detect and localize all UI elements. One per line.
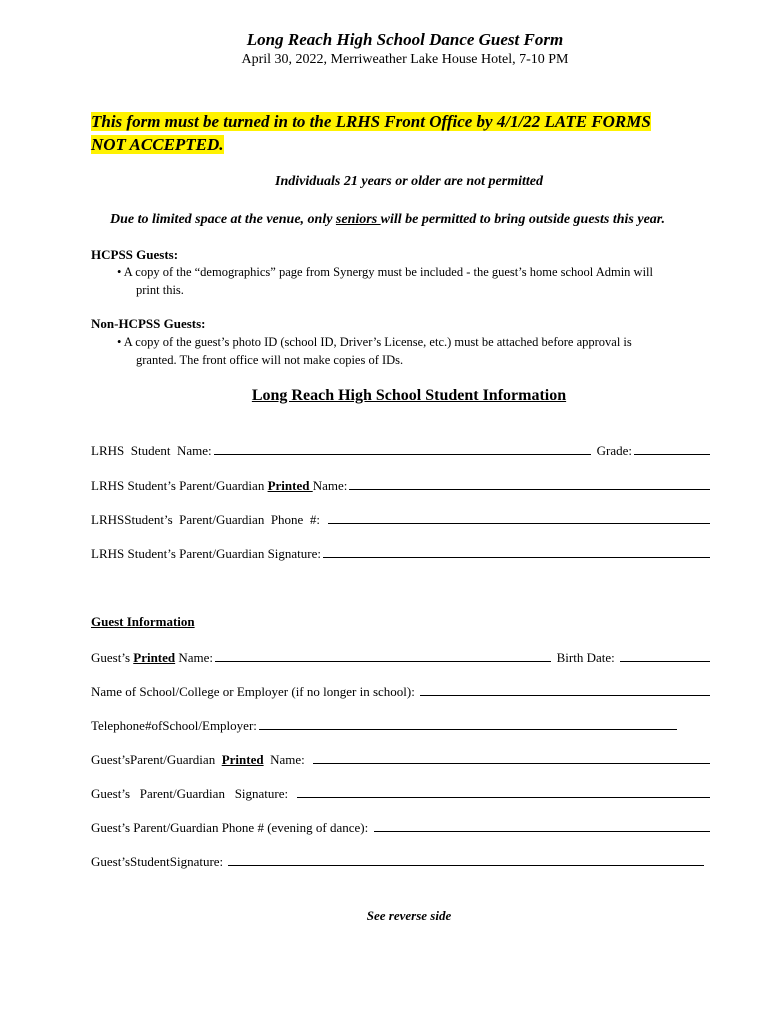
guest-name-label-pre: Guest’s	[91, 650, 134, 665]
parent-signature-row	[91, 546, 712, 562]
parent-signature-label: LRHS Student’s Parent/Guardian Signature:	[91, 546, 322, 561]
parent-name-row	[91, 478, 712, 494]
parent-signature-field[interactable]	[323, 546, 710, 558]
guest-parent-phone-field[interactable]	[374, 820, 710, 832]
guest-parent-signature-field[interactable]	[297, 786, 710, 798]
telephone-field[interactable]	[259, 718, 677, 730]
guest-parent-phone-row	[91, 820, 712, 836]
school-employer-label: Name of School/College or Employer (if no longer in school):	[91, 684, 419, 699]
school-employer-row	[91, 684, 712, 700]
see-reverse-note: See reverse side	[366, 908, 452, 923]
guest-parent-name-label-post: Name:	[263, 752, 312, 767]
parent-name-label-post: Name:	[312, 478, 348, 493]
non-hcpss-bullet-line1: • A copy of the guest’s photo ID (school ID, Driver’s License, etc.) must be attached before approval is	[117, 335, 632, 349]
parent-phone-row	[91, 512, 712, 528]
seniors-only-notice	[110, 212, 665, 228]
student-info-heading: Long Reach High School Student Information	[251, 387, 567, 404]
school-employer-field[interactable]	[420, 684, 710, 696]
seniors-notice-before: Due to limited space at the venue, only	[110, 212, 336, 227]
student-name-row	[91, 443, 712, 459]
parent-name-field[interactable]	[349, 478, 710, 490]
guest-name-label-emph: Printed	[133, 650, 176, 665]
guest-parent-name-row	[91, 752, 712, 768]
student-name-field[interactable]	[214, 443, 592, 455]
hcpss-bullet-line1: • A copy of the “demographics” page from Synergy must be included - the guest’s home school Admin will	[117, 265, 653, 279]
seniors-notice-after: will be permitted to bring outside guests this year.	[380, 212, 665, 227]
guest-parent-phone-label: Guest’s Parent/Guardian Phone # (evening of dance):	[91, 820, 372, 835]
deadline-notice-line2: NOT ACCEPTED.	[91, 135, 224, 154]
guest-name-row	[91, 650, 712, 666]
age-restriction: Individuals 21 years or older are not permitted	[275, 174, 543, 189]
guest-parent-name-label-emph: Printed	[221, 752, 264, 767]
guest-student-signature-row	[91, 854, 706, 870]
parent-name-label-pre: LRHS Student’s Parent/Guardian	[91, 478, 268, 493]
parent-phone-label: LRHSStudent’s Parent/Guardian Phone #:	[91, 512, 327, 527]
seniors-notice-emphasis: seniors	[335, 212, 381, 227]
non-hcpss-label: Non-HCPSS Guests:	[91, 316, 206, 331]
guest-info-heading: Guest Information	[91, 614, 195, 629]
hcpss-bullet-line2: print this.	[136, 283, 184, 297]
hcpss-label: HCPSS Guests:	[91, 247, 179, 262]
parent-name-label-emph: Printed	[267, 478, 313, 493]
guest-student-signature-field[interactable]	[228, 854, 704, 866]
guest-name-label-post: Name:	[175, 650, 214, 665]
birth-date-label: Birth Date:	[553, 650, 618, 665]
guest-parent-signature-row	[91, 786, 712, 802]
guest-name-field[interactable]	[215, 650, 551, 662]
non-hcpss-bullet-line2: granted. The front office will not make copies of IDs.	[136, 353, 404, 367]
deadline-notice-line1: This form must be turned in to the LRHS Front Office by 4/1/22 LATE FORMS	[91, 112, 651, 131]
birth-date-field[interactable]	[620, 650, 710, 662]
event-details: April 30, 2022, Merriweather Lake House Hotel, 7-10 PM	[241, 52, 569, 67]
guest-parent-signature-label: Guest’s Parent/Guardian Signature:	[91, 786, 295, 801]
parent-phone-field[interactable]	[328, 512, 710, 524]
guest-parent-name-label-pre: Guest’sParent/Guardian	[91, 752, 222, 767]
telephone-row	[91, 718, 679, 734]
grade-field[interactable]	[634, 443, 710, 455]
student-name-label: LRHS Student Name:	[91, 443, 212, 458]
guest-parent-name-field[interactable]	[313, 752, 710, 764]
deadline-notice	[91, 110, 691, 156]
grade-label: Grade:	[593, 443, 632, 458]
telephone-label: Telephone#ofSchool/Employer:	[91, 718, 257, 733]
guest-student-signature-label: Guest’sStudentSignature:	[91, 854, 227, 869]
form-title: Long Reach High School Dance Guest Form	[246, 30, 564, 49]
